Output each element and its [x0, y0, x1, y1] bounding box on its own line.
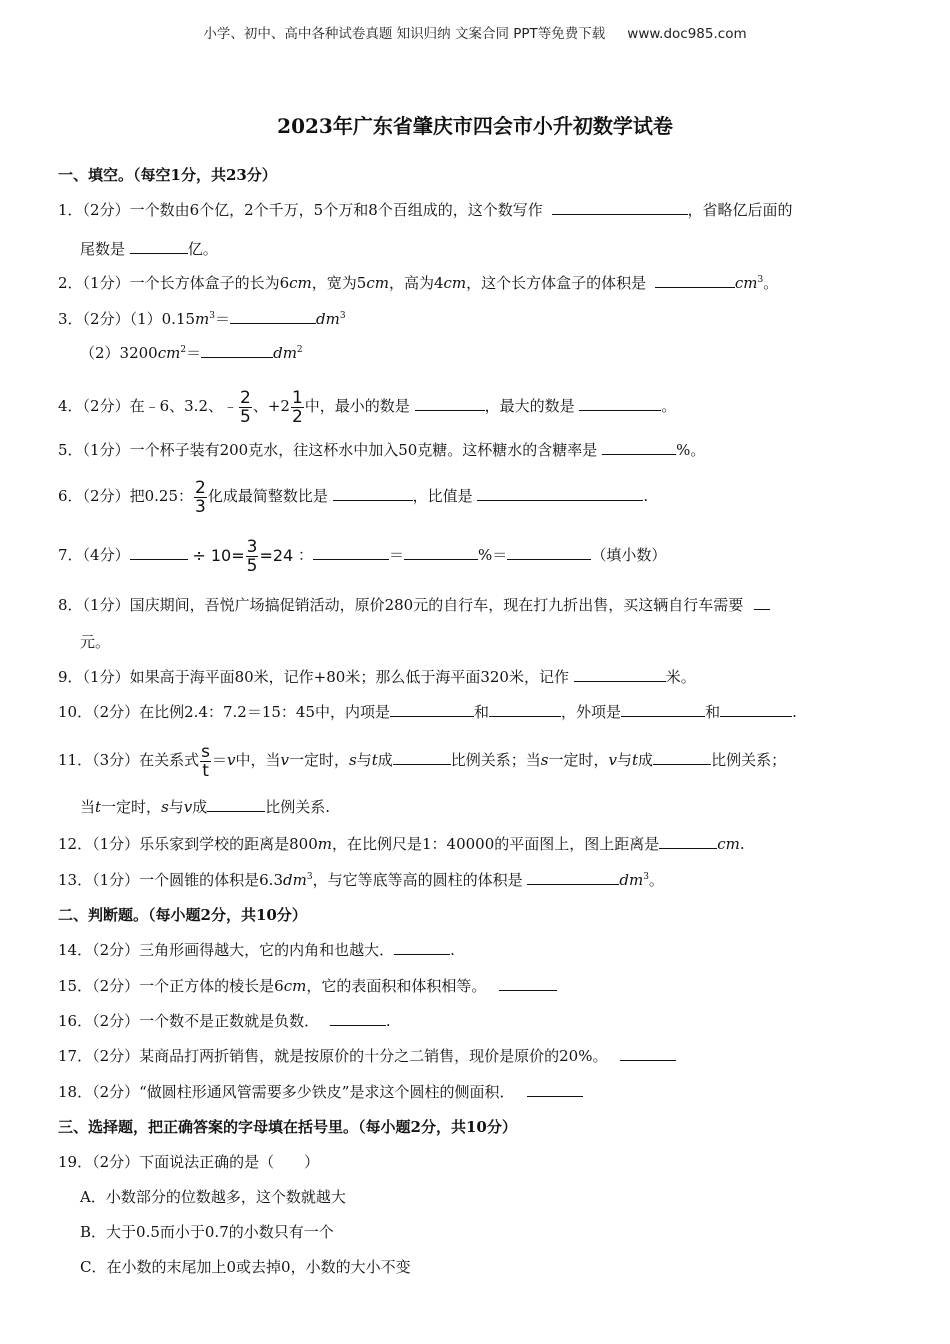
question-8-cont: 元。: [80, 633, 111, 651]
equation-image: ÷ 10= $\frac{3}{5}$ =24: [192, 537, 294, 576]
question-15: 15．（2分）一个正方体的棱长是6cm，它的表面积和体积相等。: [58, 975, 896, 997]
answer-blank[interactable]: [333, 486, 413, 501]
option-b[interactable]: B．大于0.5而小于0.7的小数只有一个: [80, 1223, 334, 1241]
answer-blank[interactable]: [655, 273, 735, 288]
question-17: 17．（2分）某商品打两折销售，就是按原价的十分之二销售，现价是原价的20%。: [58, 1045, 896, 1067]
answer-blank[interactable]: [330, 1011, 386, 1026]
answer-blank[interactable]: [653, 750, 711, 765]
question-6: 6．（2分）把0.25： $\frac{2}{3}$ 化成最简整数比是 ，比值是 .: [58, 477, 649, 517]
question-12: 12．（1分）乐乐家到学校的距离是800m，在比例尺是1：40000的平面图上，图上距离是 cm.: [58, 835, 745, 853]
question-8: 8．（1分）国庆期间，吾悦广场搞促销活动，原价280元的自行车，现在打九折出售，买这辆自行车需要: [58, 594, 896, 616]
question-9: 9．（1分）如果高于海平面80米，记作+80米；那么低于海平面320米，记作 米。: [58, 668, 696, 686]
answer-blank[interactable]: [507, 545, 591, 560]
answer-blank[interactable]: [489, 702, 561, 717]
answer-blank[interactable]: [620, 1046, 676, 1061]
answer-blank[interactable]: [313, 545, 389, 560]
fraction: $\frac{2}{5}$: [240, 387, 251, 427]
question-19: 19．（2分）下面说法正确的是（ ）: [58, 1153, 320, 1171]
answer-blank[interactable]: [130, 545, 188, 560]
answer-blank[interactable]: [527, 870, 619, 885]
section-3-heading: 三、选择题，把正确答案的字母填在括号里。（每小题2分，共10分）: [58, 1118, 517, 1136]
question-13: 13．（1分）一个圆锥的体积是$6.3dm^3$，与它等底等高的圆柱的体积是 $dm^3$。: [58, 871, 664, 889]
answer-blank[interactable]: [390, 702, 474, 717]
fraction: $\frac{1}{2}$: [291, 387, 303, 427]
answer-blank[interactable]: [621, 702, 705, 717]
answer-blank[interactable]: [499, 976, 557, 991]
question-11-cont: 当t一定时，s与v成 比例关系.: [80, 798, 331, 816]
question-1: 1．（2分）一个数由6个亿，2个千万，5个万和8个百组成的，这个数写作 ，省略亿后面的: [58, 201, 793, 219]
question-18: 18．（2分）“做圆柱形通风管需要多少铁皮”是求这个圆柱的侧面积．: [58, 1081, 896, 1103]
fraction: $\frac{3}{5}$: [246, 537, 258, 576]
question-4: 4．（2分）在﹣6、3.2、﹣ $\frac{2}{5}$ 、+2 $\frac{1}{2}$ 中，最小的数是 ，最大的数是 。: [58, 387, 677, 427]
section-1-heading: 一、填空。（每空1分，共23分）: [58, 166, 277, 184]
question-3-part-2: $(2)3200cm^2= dm^2$: [80, 344, 303, 362]
fraction: $\frac{2}{3}$: [195, 477, 206, 517]
question-10: 10．（2分）在比例2.4：7.2＝15：45中，内项是 和 ，外项是 和 .: [58, 703, 797, 721]
question-2: 2．（1分）一个长方体盒子的长为6cm，宽为5cm，高为4cm，这个长方体盒子的体积是 $cm^3$。: [58, 274, 779, 292]
answer-blank[interactable]: [720, 702, 792, 717]
question-5: 5．（1分）一个杯子装有200克水，往这杯水中加入50克糖。这杯糖水的含糖率是 %。: [58, 441, 706, 459]
answer-blank[interactable]: [415, 396, 485, 411]
fraction: $\frac{s}{t}$: [201, 741, 210, 781]
page-header: [0, 22, 950, 42]
answer-blank[interactable]: [201, 343, 273, 358]
answer-blank[interactable]: [230, 309, 316, 324]
option-c[interactable]: C．在小数的末尾加上0或去掉0，小数的大小不变: [80, 1258, 411, 1276]
answer-blank[interactable]: [130, 239, 188, 254]
answer-blank[interactable]: [393, 750, 451, 765]
answer-blank[interactable]: [602, 440, 676, 455]
option-a[interactable]: A．小数部分的位数越多，这个数就越大: [80, 1188, 346, 1206]
answer-blank[interactable]: [394, 940, 450, 955]
answer-blank[interactable]: [207, 797, 265, 812]
answer-blank[interactable]: [552, 200, 688, 215]
page-title: 2023年广东省肇庆市四会市小升初数学试卷: [277, 114, 673, 138]
question-7: 7．（4分） ÷ 10= $\frac{3}{5}$ =24 ： ＝ %＝ （填小数）: [58, 533, 896, 578]
answer-blank[interactable]: [574, 667, 666, 682]
answer-blank[interactable]: [477, 486, 643, 501]
answer-blank[interactable]: [659, 834, 717, 849]
section-2-heading: 二、判断题。（每小题2分，共10分）: [58, 906, 307, 924]
answer-blank[interactable]: [579, 396, 661, 411]
header-text: 小学、初中、高中各种试卷真题 知识归纳 文案合同 PPT等免费下载: [203, 26, 606, 42]
question-16: 16．（2分）一个数不是正数就是负数． .: [58, 1012, 391, 1030]
question-1-cont: 尾数是 亿。: [80, 240, 218, 258]
question-14: 14．（2分）三角形画得越大，它的内角和也越大． .: [58, 941, 455, 959]
answer-blank[interactable]: [527, 1082, 583, 1097]
answer-blank[interactable]: [754, 595, 770, 610]
question-3: 3．（2分）$(1)0.15m^3= dm^3$: [58, 310, 346, 328]
answer-blank[interactable]: [404, 545, 478, 560]
question-11: 11．（3分）在关系式 $\frac{s}{t}$ ＝v中，当v一定时，s与t成 比例关系；当s一定时，v与t成 比例关系；: [58, 741, 787, 781]
header-site: www.doc985.com: [627, 26, 747, 42]
